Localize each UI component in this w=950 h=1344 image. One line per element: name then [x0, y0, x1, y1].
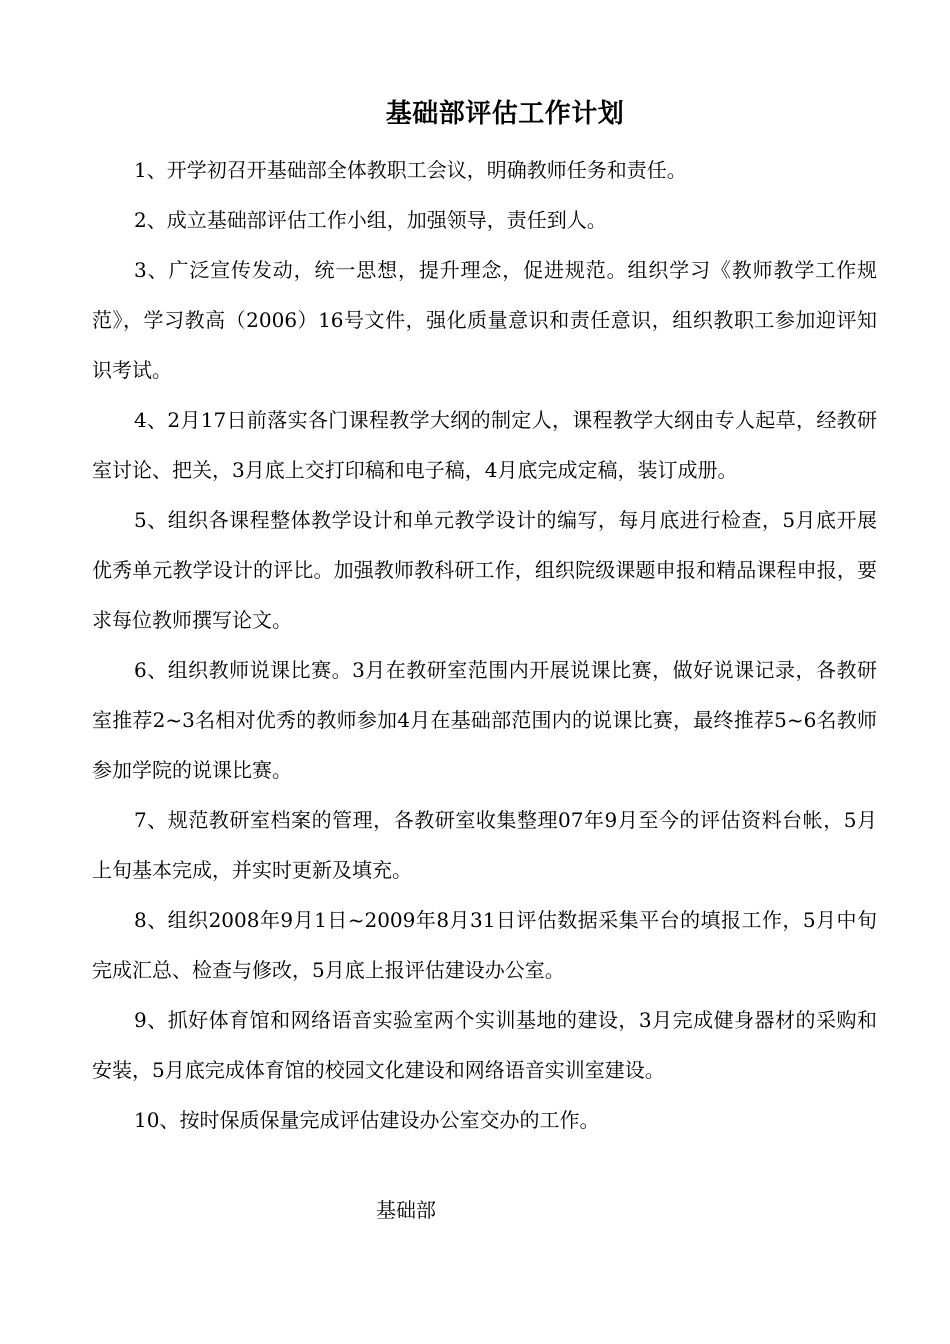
plan-item-4: 4、2月17日前落实各门课程教学大纲的制定人，课程教学大纲由专人起草，经教研室讨论、把关，3月底上交打印稿和电子稿，4月底完成定稿，装订成册。 [92, 408, 877, 482]
plan-item-5: 5、组织各课程整体教学设计和单元教学设计的编写，每月底进行检查，5月底开展优秀单元教学设计的评比。加强教师教科研工作，组织院级课题申报和精品课程申报，要求每位教师撰写论文。 [92, 508, 877, 632]
plan-item-7: 7、规范教研室档案的管理，各教研室收集整理07年9月至今的评估资料台帐，5月上旬基本完成，并实时更新及填充。 [92, 808, 877, 882]
signature: 基础部 [376, 1198, 436, 1222]
plan-item-2: 2、成立基础部评估工作小组，加强领导，责任到人。 [134, 208, 607, 232]
plan-item-1: 1、开学初召开基础部全体教职工会议，明确教师任务和责任。 [134, 158, 687, 182]
plan-item-9: 9、抓好体育馆和网络语音实验室两个实训基地的建设，3月完成健身器材的采购和安装，5月底完成体育馆的校园文化建设和网络语音实训室建设。 [92, 1008, 877, 1082]
plan-item-3: 3、广泛宣传发动，统一思想，提升理念，促进规范。组织学习《教师教学工作规范》，学习教高（2006）16号文件，强化质量意识和责任意识，组织教职工参加迎评知识考试。 [92, 258, 877, 382]
document-title: 基础部评估工作计划 [385, 99, 625, 129]
plan-item-6: 6、组织教师说课比赛。3月在教研室范围内开展说课比赛，做好说课记录，各教研室推荐2~3名相对优秀的教师参加4月在基础部范围内的说课比赛，最终推荐5~6名教师参加学院的说课比赛。 [92, 658, 877, 782]
document-body [92, 145, 877, 1145]
plan-item-8: 8、组织2008年9月1日~2009年8月31日评估数据采集平台的填报工作，5月中旬完成汇总、检查与修改，5月底上报评估建设办公室。 [92, 908, 877, 982]
plan-item-10: 10、按时保质保量完成评估建设办公室交办的工作。 [134, 1108, 600, 1132]
